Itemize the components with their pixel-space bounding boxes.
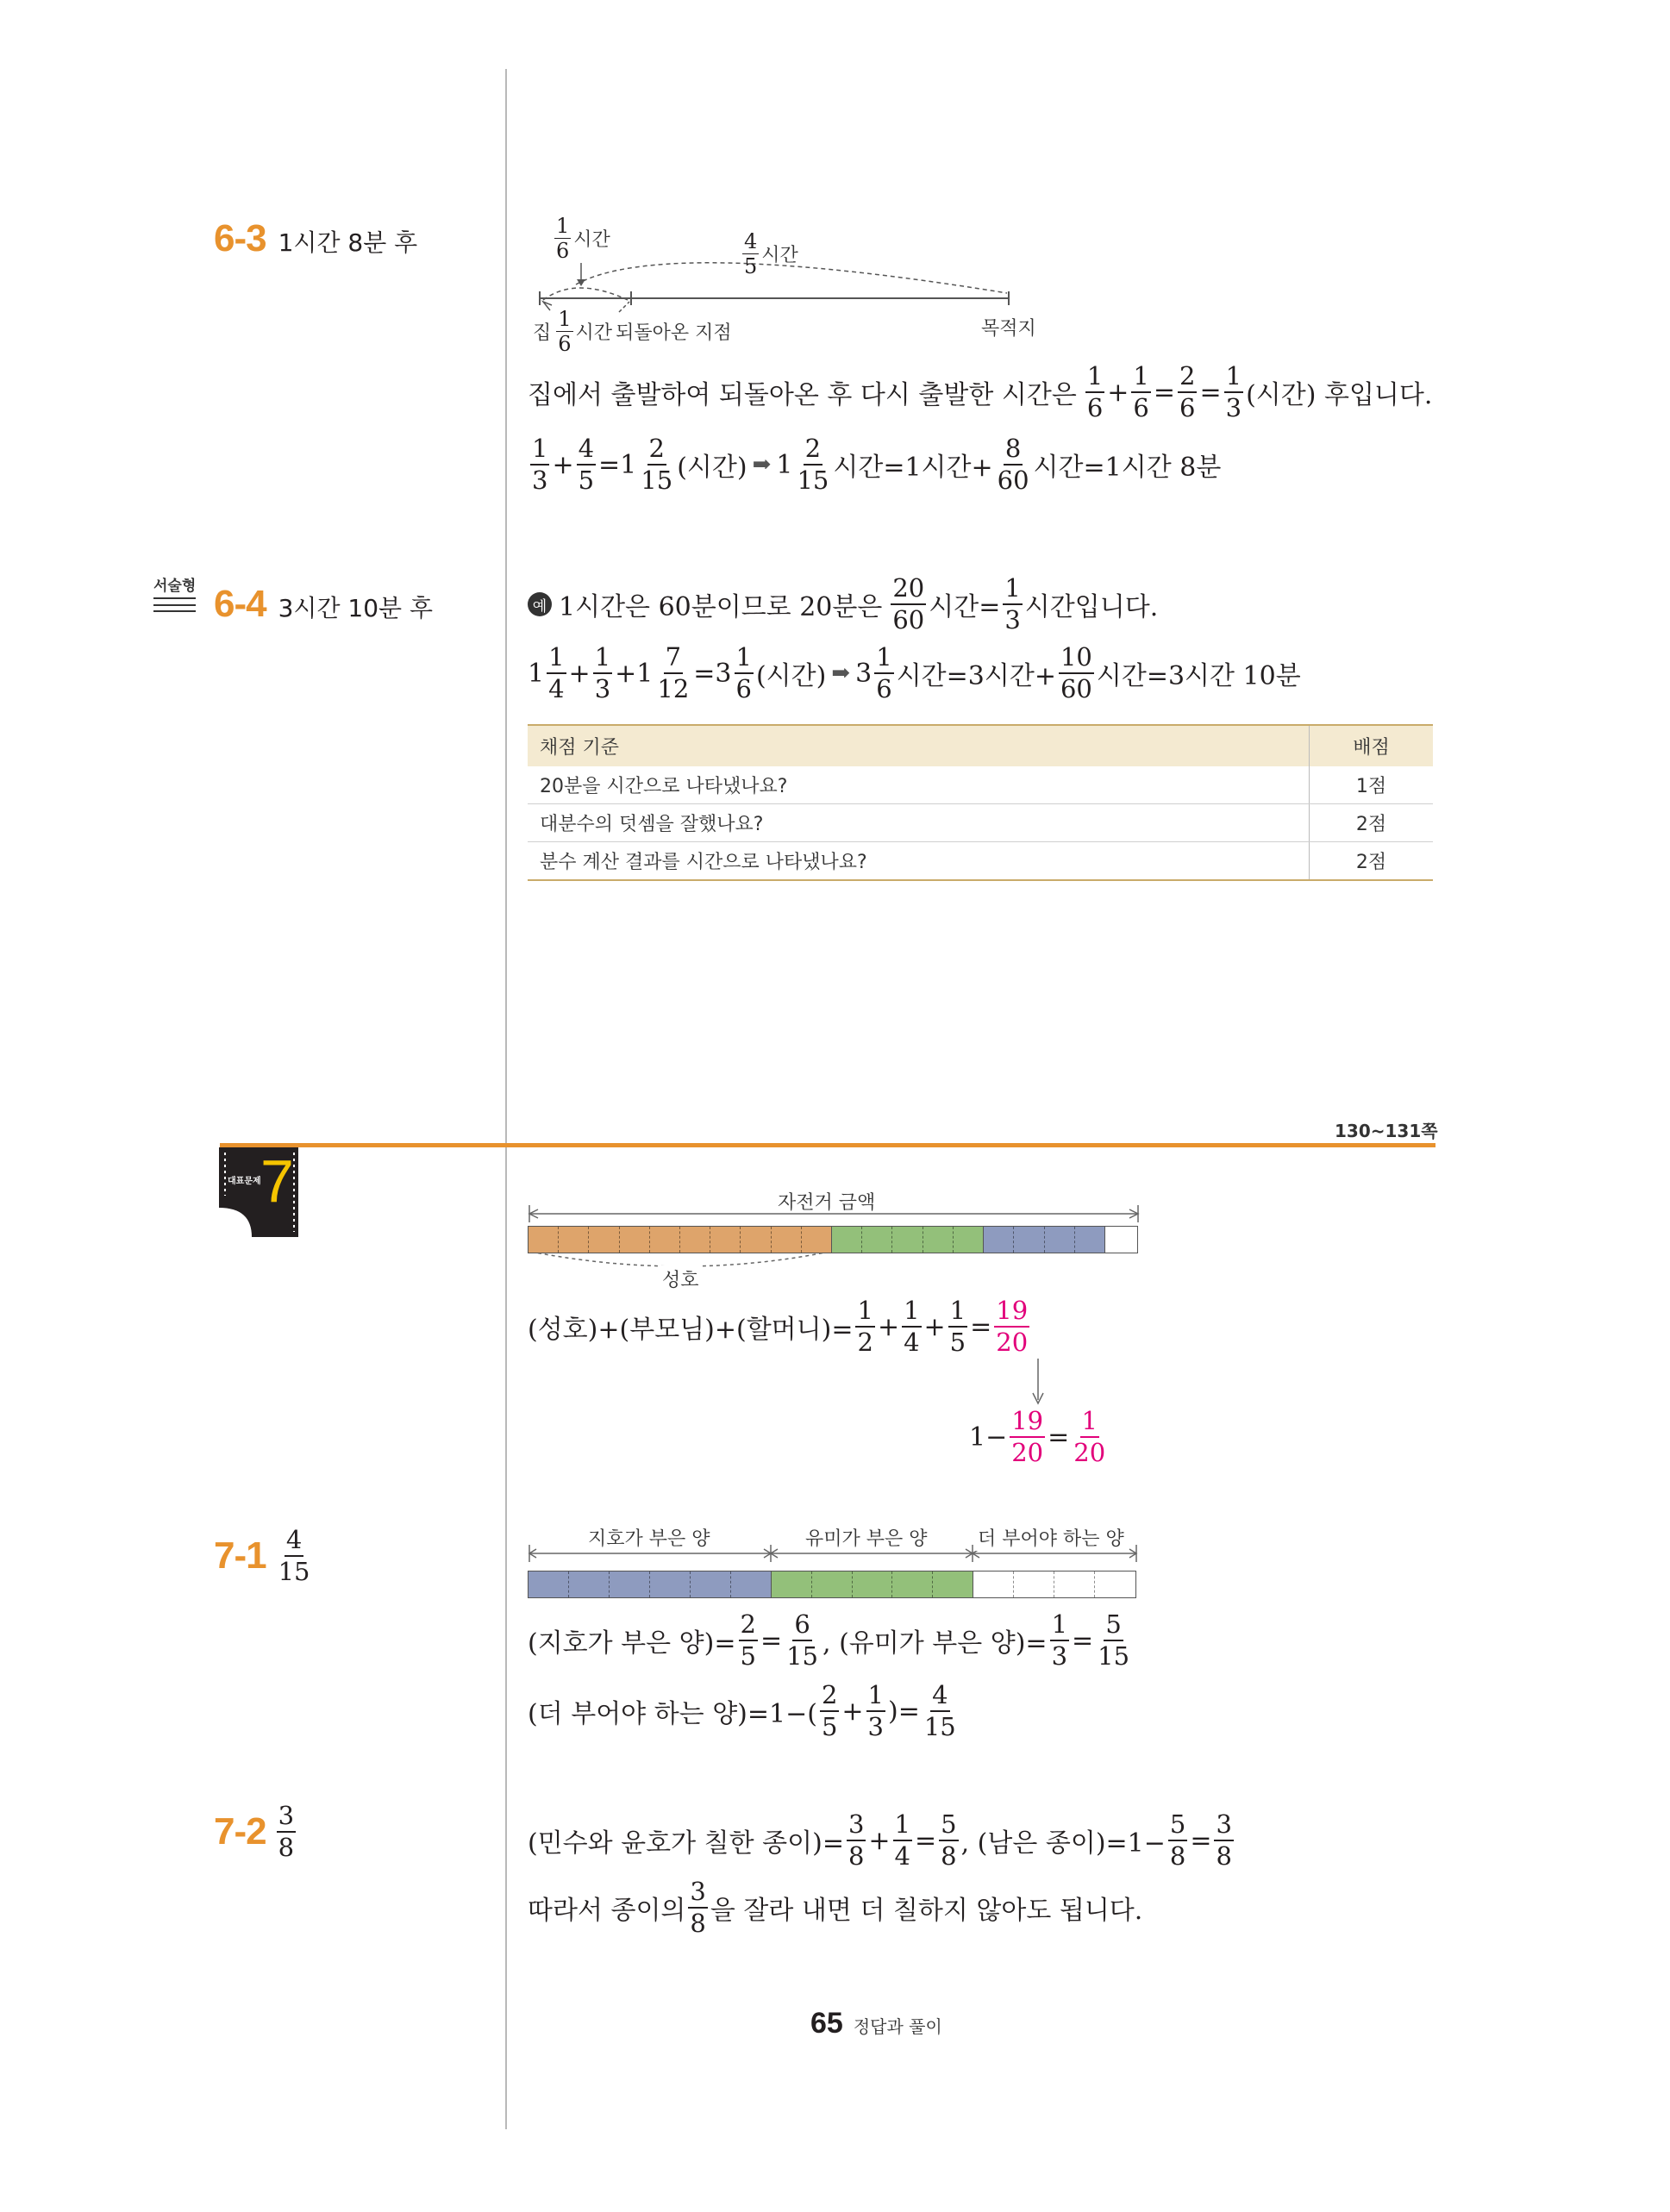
p7-remainder: 1− $\frac{19}{20}$ = $\frac{1}{20}$ — [969, 1406, 1106, 1467]
page-footer — [810, 2007, 942, 2040]
p71-line1: (지호가 부은 양)= $\frac{2}{5}$ = $\frac{6}{15}$ , (유미가 부은 양)= $\frac{1}{3}$ = $\frac{5}{15}$ — [528, 1609, 1130, 1671]
page-reference: 130~131쪽 — [1335, 1121, 1438, 1141]
bar-segment-more — [973, 1572, 1135, 1597]
bar-title: 자전거 금액 — [778, 1192, 876, 1214]
diagram-bottom-labels: 집 $\frac{1}{6}$ 시간 되돌아온 지점 — [533, 307, 732, 356]
problem-answer: 1시간 8분 후 — [278, 228, 418, 257]
scoring-table — [528, 724, 1433, 881]
table-row: 20분을 시간으로 나타냈나요? 1점 — [528, 766, 1433, 804]
descriptive-badge: 서술형 — [153, 579, 196, 612]
example-mark: 예 — [528, 592, 552, 616]
bar-segment-jiho — [529, 1572, 772, 1597]
problem-number: 6-3 — [214, 217, 266, 259]
bar-segment-grandma — [984, 1227, 1105, 1253]
bicycle-bar — [528, 1226, 1138, 1253]
problem-7-1-header: 7-1 $\frac{4}{15}$ — [214, 1525, 310, 1586]
problem-6-3-header — [214, 217, 417, 260]
p72-line1: (민수와 윤호가 칠한 종이)= $\frac{3}{8}$ + $\frac{1}{4}$ = $\frac{5}{8}$ , (남은 종이)=1− $\frac{5}{8}$ = $\frac{3}{8}$ — [528, 1809, 1232, 1871]
page-number: 65 — [810, 2007, 843, 2040]
problem-answer: 3시간 10분 후 — [278, 594, 434, 622]
destination-label: 목적지 — [981, 318, 1036, 340]
problem-number: 6-4 — [214, 583, 266, 625]
bar-segment-yumi — [772, 1572, 973, 1597]
table-row: 대분수의 덧셈을 잘했나요? 2점 — [528, 804, 1433, 842]
return-point-label: 되돌아온 지점 — [616, 322, 732, 344]
problem-number: 7-1 — [214, 1534, 266, 1577]
column-divider — [505, 69, 507, 2129]
diagram-top-left-label: $\frac{1}{6}$ 시간 — [556, 214, 610, 263]
footer-label: 정답과 풀이 — [853, 2016, 942, 2037]
p64-line2: 1 $\frac{1}{4}$ + $\frac{1}{3}$ +1 $\frac{7}{12}$ =3 $\frac{1}{6}$ (시간) ➡ 3 $\frac{1}{6}$ 시간=3시간+ $\frac{10}{60}$ 시간=3시간 10분 — [528, 642, 1301, 703]
problem-6-4-header — [214, 583, 433, 626]
p7-equation: (성호)+(부모님)+(할머니)= $\frac{1}{2}$ + $\frac{1}{4}$ + $\frac{1}{5}$ = $\frac{19}{20}$ — [528, 1296, 1029, 1357]
arrow-icon: ➡ — [831, 660, 851, 686]
diagram-top-right-label: $\frac{4}{5}$ 시간 — [744, 229, 798, 278]
table-header: 채점 기준 배점 — [528, 725, 1433, 766]
problem-number: 7-2 — [214, 1810, 266, 1853]
bar-segment-remaining — [1105, 1227, 1137, 1253]
problem-7-2-header: 7-2 $\frac{3}{8}$ — [214, 1801, 295, 1862]
label-yumi: 유미가 부은 양 — [800, 1524, 933, 1551]
label-more: 더 부어야 하는 양 — [974, 1524, 1128, 1551]
section-divider — [220, 1143, 1435, 1147]
p63-line2: $\frac{1}{3}$ + $\frac{4}{5}$ =1 $\frac{2}{15}$ (시간) ➡ 1 $\frac{2}{15}$ 시간=1시간+ $\frac{8}{60}$ 시간=1시간 8분 — [532, 434, 1222, 495]
down-arrow-icon — [1029, 1357, 1047, 1409]
bar-segment-parents — [832, 1227, 984, 1253]
bar-under-label: 성호 — [659, 1265, 703, 1292]
bar-segment-seongho — [529, 1227, 832, 1253]
water-bar — [528, 1571, 1136, 1598]
home-label: 집 — [533, 322, 552, 344]
time-diagram — [533, 216, 1050, 362]
representative-problem-badge: 대표문제 7 — [219, 1147, 298, 1237]
p63-line1: 집에서 출발하여 되돌아온 후 다시 출발한 시간은 $\frac{1}{6}$ + $\frac{1}{6}$ = $\frac{2}{6}$ = $\frac{1}{3}$ (시간) 후입니다. — [528, 361, 1433, 422]
p72-line2: 따라서 종이의 $\frac{3}{8}$ 을 잘라 내면 더 칠하지 않아도 됩니다. — [528, 1877, 1143, 1938]
table-row: 분수 계산 결과를 시간으로 나타냈나요? 2점 — [528, 842, 1433, 881]
p71-line2: (더 부어야 하는 양)=1−( $\frac{2}{5}$ + $\frac{1}{3}$ )= $\frac{4}{15}$ — [528, 1680, 956, 1741]
label-jiho: 지호가 부은 양 — [583, 1524, 716, 1551]
arrow-icon: ➡ — [752, 452, 772, 478]
p64-line1: 예 1시간은 60분이므로 20분은 $\frac{20}{60}$ 시간= $\frac{1}{3}$ 시간입니다. — [528, 576, 1158, 633]
